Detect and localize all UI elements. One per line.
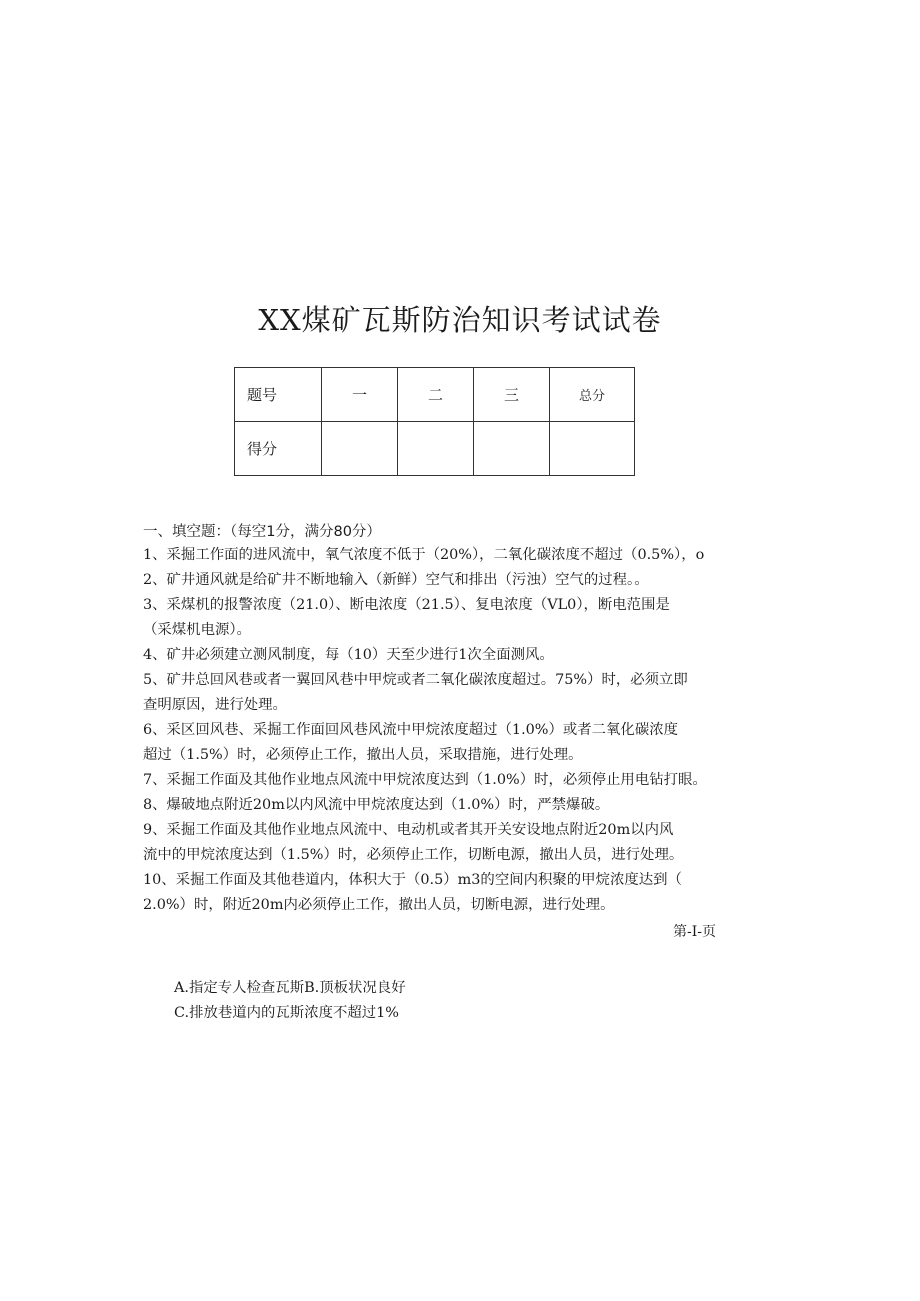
score-cell-total <box>550 422 635 476</box>
header-part-3: 三 <box>474 368 550 422</box>
score-table-score-row <box>235 422 635 476</box>
question-line: 流中的甲烷浓度达到（1.5%）时，必须停止工作，切断电源，撤出人员，进行处理。 <box>143 847 684 863</box>
option-line: A.指定专人检查瓦斯B.顶板状况良好 <box>174 980 406 996</box>
question-line: 超过（1.5%）时，必须停止工作，撤出人员，采取措施，进行处理。 <box>143 747 583 763</box>
question-line: （采煤机电源）。 <box>143 622 251 638</box>
score-table-header-row <box>235 368 635 422</box>
score-cell-part-1 <box>322 422 398 476</box>
score-table <box>234 367 635 476</box>
question-line: 6、采区回风巷、采掘工作面回风巷风流中甲烷浓度超过（1.0%）或者二氧化碳浓度 <box>143 722 678 738</box>
section-heading: 一、填空题：（每空1分，满分80分） <box>143 524 381 540</box>
header-part-1: 一 <box>322 368 398 422</box>
question-line: 查明原因，进行处理。 <box>143 697 287 713</box>
score-cell-part-3 <box>474 422 550 476</box>
option-line: C.排放巷道内的瓦斯浓度不超过1% <box>174 1005 399 1021</box>
question-line: 4、矿井必须建立测风制度，每（10）天至少进行1次全面测风。 <box>143 647 554 663</box>
header-question-number: 题号 <box>235 368 322 422</box>
question-line: 7、采掘工作面及其他作业地点风流中甲烷浓度达到（1.0%）时，必须停止用电钻打眼。 <box>143 772 707 788</box>
question-line: 8、爆破地点附近20m以内风流中甲烷浓度达到（1.0%）时，严禁爆破。 <box>143 797 610 813</box>
document-title: XX煤矿瓦斯防治知识考试试卷 <box>258 303 662 337</box>
header-part-2: 二 <box>398 368 474 422</box>
question-line: 3、采煤机的报警浓度（21.0）、断电浓度（21.5）、复电浓度（VL0），断电范围是 <box>143 597 670 613</box>
question-line: 2、矿井通风就是给矿井不断地输入（新鲜）空气和排出（污浊）空气的过程。。 <box>143 572 649 588</box>
page-number: 第-I-页 <box>673 924 716 940</box>
question-line: 9、采掘工作面及其他作业地点风流中、电动机或者其开关安设地点附近20m以内风 <box>143 822 674 838</box>
score-cell-part-2 <box>398 422 474 476</box>
question-line: 10、采掘工作面及其他巷道内，体积大于（0.5）m3的空间内积聚的甲烷浓度达到（ <box>143 872 682 888</box>
score-row-label: 得分 <box>235 422 322 476</box>
question-line: 2.0%）时，附近20m内必须停止工作，撤出人员，切断电源，进行处理。 <box>143 897 615 913</box>
question-line: 1、采掘工作面的进风流中，氧气浓度不低于（20%），二氧化碳浓度不超过（0.5%），o <box>143 547 705 563</box>
question-line: 5、矿井总回风巷或者一翼回风巷中甲烷或者二氧化碳浓度超过。75%）时，必须立即 <box>143 672 688 688</box>
header-total: 总分 <box>550 368 635 422</box>
